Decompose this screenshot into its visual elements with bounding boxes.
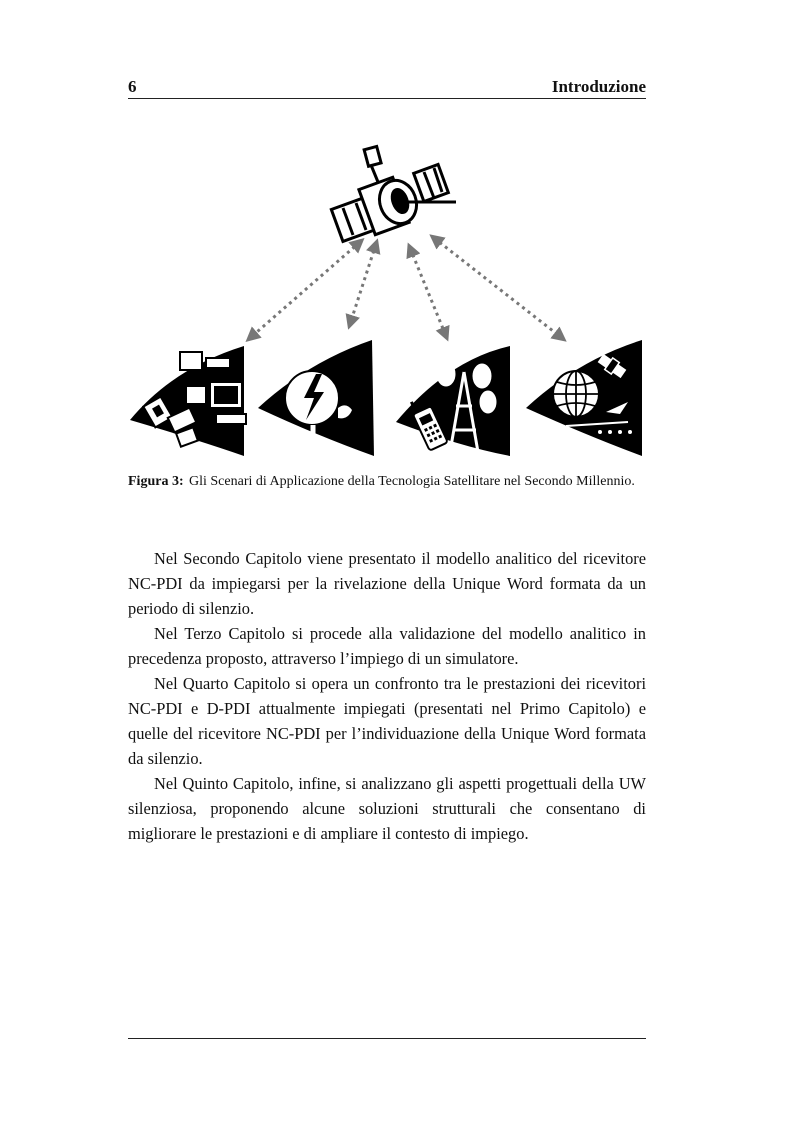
footer-rule (128, 1038, 646, 1039)
page-header (128, 76, 646, 99)
page-number: 6 (128, 77, 137, 96)
paragraph: Nel Quarto Capitolo si opera un confronto tra le prestazioni dei ricevitori NC-PDI e D-PDI attualmente impiegati (presentati nel Primo Capitolo) e quelle del ricevitore NC-PDI per l’individuazione della Unique Word formata da silenzio. (128, 674, 646, 768)
computer-network-icon (130, 346, 246, 456)
link-arrow-power (350, 244, 376, 324)
paragraph: Nel Terzo Capitolo si procede alla validazione del modello analitico in precedenza proposto, attraverso l’impiego di un simulatore. (128, 624, 646, 668)
link-arrow-globe (434, 238, 562, 338)
body-text (128, 546, 646, 846)
link-arrows (250, 238, 562, 338)
paragraph: Nel Secondo Capitolo viene presentato il modello analitico del ricevitore NC-PDI da impiegarsi per la rivelazione della Unique Word formata da un periodo di silenzio. (128, 549, 646, 618)
caption-text: Gli Scenari di Applicazione della Tecnologia Satellitare nel Secondo Millennio. (189, 474, 635, 489)
mobile-antenna-icon (396, 346, 510, 456)
link-arrow-network (250, 242, 360, 338)
link-arrow-mobile (410, 248, 446, 336)
figure-caption (128, 472, 646, 491)
figure-satellite-scenarios (128, 140, 646, 465)
running-title: Introduzione (551, 77, 646, 96)
paragraph: Nel Quinto Capitolo, infine, si analizzano gli aspetti progettuali della UW silenziosa, proponendo alcune soluzioni strutturali che consentano di migliorare le prestazioni e di ampliare il contesto di impiego. (128, 774, 646, 843)
globe-communications-icon (526, 340, 642, 456)
figure-illustration (128, 140, 646, 465)
power-lightning-icon (258, 340, 374, 456)
caption-label: Figura 3: (128, 474, 184, 489)
satellite-icon (331, 146, 456, 241)
